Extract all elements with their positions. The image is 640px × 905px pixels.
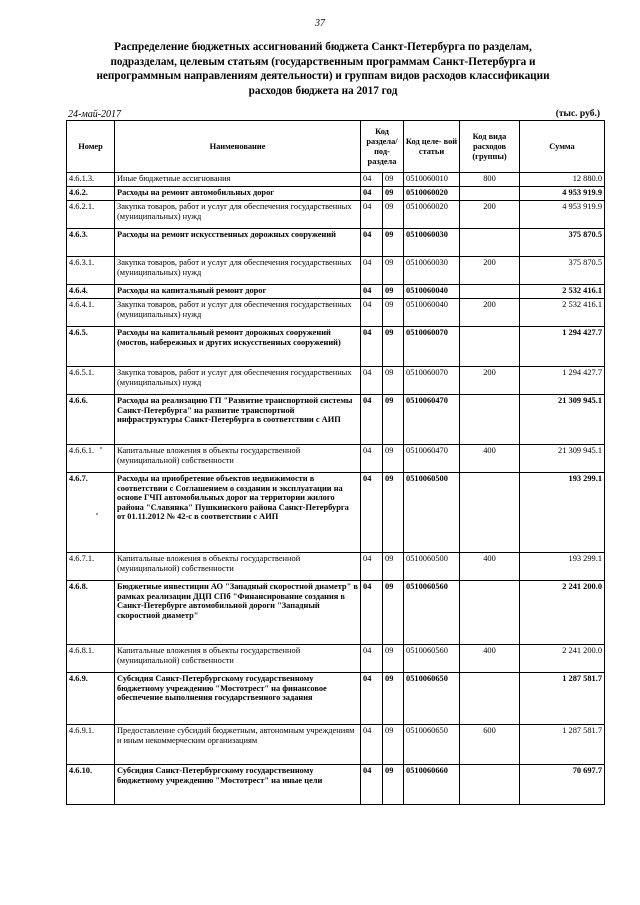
row-statya: 0510060020 (404, 187, 460, 201)
table-row (67, 725, 605, 765)
row-summa: 193 299.1 (520, 553, 605, 581)
row-number: 4.6.9.1. (67, 725, 115, 765)
row-name: Субсидия Санкт-Петербургскому государственному бюджетному учреждению "Мостотрест" на иные цели (115, 765, 361, 805)
table-row (67, 285, 605, 299)
col-header-number: Номер (67, 121, 115, 173)
row-summa: 2 532 416.1 (520, 285, 605, 299)
row-statya: 0510060470 (404, 445, 460, 473)
row-podrazdel: 09 (383, 173, 404, 187)
document-date: 24-май-2017 (68, 109, 122, 120)
row-number: 4.6.6.1. (67, 445, 115, 473)
row-summa: 2 532 416.1 (520, 299, 605, 327)
col-header-statya: Код целе- вой статьи (404, 121, 460, 173)
row-summa: 193 299.1 (520, 473, 605, 553)
row-razdel: 04 (361, 285, 383, 299)
row-razdel: 04 (361, 257, 383, 285)
row-podrazdel: 09 (383, 395, 404, 445)
col-header-summa: Сумма (520, 121, 605, 173)
row-summa: 2 241 200.0 (520, 581, 605, 645)
col-header-name: Наименование (115, 121, 361, 173)
row-number: 4.6.8. (67, 581, 115, 645)
row-summa: 21 309 945.1 (520, 395, 605, 445)
row-name: Закупка товаров, работ и услуг для обеспечения государственных (муниципальных) нужд (115, 201, 361, 229)
row-podrazdel: 09 (383, 257, 404, 285)
scan-speck (100, 447, 102, 449)
row-vid (460, 673, 520, 725)
row-number: 4.6.4.1. (67, 299, 115, 327)
row-summa: 2 241 200.0 (520, 645, 605, 673)
row-vid: 400 (460, 645, 520, 673)
table-row (67, 299, 605, 327)
row-podrazdel: 09 (383, 473, 404, 553)
document-title: Распределение бюджетных ассигнований бюджета Санкт-Петербурга по разделам, подразделам, целевым статьям (государственным программам Санкт-Петербурга и непрограммным направлениям деятельности) и группам видов расходов классификации расходов бюджета на 2017 год (96, 41, 550, 97)
row-razdel: 04 (361, 445, 383, 473)
row-number: 4.6.5.1. (67, 367, 115, 395)
table-row (67, 327, 605, 367)
row-summa: 1 294 427.7 (520, 367, 605, 395)
row-name: Капитальные вложения в объекты государственной (муниципальной) собственности (115, 553, 361, 581)
row-vid (460, 327, 520, 367)
row-number: 4.6.9. (67, 673, 115, 725)
row-number: 4.6.1.3. (67, 173, 115, 187)
row-podrazdel: 09 (383, 201, 404, 229)
row-statya: 0510060070 (404, 367, 460, 395)
row-number: 4.6.6. (67, 395, 115, 445)
table-row (67, 395, 605, 445)
row-podrazdel: 09 (383, 299, 404, 327)
row-statya: 0510060010 (404, 173, 460, 187)
row-vid (460, 187, 520, 201)
row-razdel: 04 (361, 645, 383, 673)
row-statya: 0510060500 (404, 553, 460, 581)
row-statya: 0510060070 (404, 327, 460, 367)
table-row (67, 581, 605, 645)
budget-table (66, 120, 605, 805)
row-podrazdel: 09 (383, 229, 404, 257)
row-vid (460, 473, 520, 553)
row-podrazdel: 09 (383, 553, 404, 581)
table-row (67, 201, 605, 229)
row-razdel: 04 (361, 553, 383, 581)
row-summa: 70 697.7 (520, 765, 605, 805)
row-name: Закупка товаров, работ и услуг для обеспечения государственных (муниципальных) нужд (115, 367, 361, 395)
row-number: 4.6.2. (67, 187, 115, 201)
row-number: 4.6.8.1. (67, 645, 115, 673)
row-vid: 400 (460, 445, 520, 473)
row-vid: 400 (460, 553, 520, 581)
row-number: 4.6.7.1. (67, 553, 115, 581)
row-razdel: 04 (361, 395, 383, 445)
row-summa: 1 294 427.7 (520, 327, 605, 367)
row-razdel: 04 (361, 367, 383, 395)
row-podrazdel: 09 (383, 765, 404, 805)
table-row (67, 257, 605, 285)
row-razdel: 04 (361, 725, 383, 765)
table-row (67, 173, 605, 187)
row-summa: 375 870.5 (520, 229, 605, 257)
row-number: 4.6.4. (67, 285, 115, 299)
row-vid: 200 (460, 257, 520, 285)
table-row (67, 367, 605, 395)
table-row (67, 553, 605, 581)
table-row (67, 445, 605, 473)
row-razdel: 04 (361, 299, 383, 327)
row-name: Бюджетные инвестиции АО "Западный скоростной диаметр" в рамках реализации ДЦП СПб "Финансирование создания в Санкт-Петербурге автомобильной дороги "Западный скоростной диаметр" (115, 581, 361, 645)
row-vid (460, 581, 520, 645)
table-row (67, 765, 605, 805)
row-razdel: 04 (361, 187, 383, 201)
row-podrazdel: 09 (383, 285, 404, 299)
row-statya: 0510060040 (404, 285, 460, 299)
row-statya: 0510060560 (404, 645, 460, 673)
row-summa: 12 880.0 (520, 173, 605, 187)
row-summa: 1 287 581.7 (520, 673, 605, 725)
row-statya: 0510060660 (404, 765, 460, 805)
row-number: 4.6.5. (67, 327, 115, 367)
row-name: Расходы на капитальный ремонт дорог (115, 285, 361, 299)
row-name: Субсидия Санкт-Петербургскому государственному бюджетному учреждению "Мостотрест" на финансовое обеспечение выполнения государственного задания (115, 673, 361, 725)
row-name: Расходы на реализацию ГП "Развитие транспортной системы Санкт-Петербурга" на развитие транспортной инфраструктуры Санкт-Петербурга в соответствии с АИП (115, 395, 361, 445)
row-vid (460, 229, 520, 257)
row-statya: 0510060040 (404, 299, 460, 327)
row-name: Расходы на ремонт искусственных дорожных сооружений (115, 229, 361, 257)
table-row (67, 473, 605, 553)
row-summa: 21 309 945.1 (520, 445, 605, 473)
row-razdel: 04 (361, 173, 383, 187)
row-razdel: 04 (361, 201, 383, 229)
row-number: 4.6.2.1. (67, 201, 115, 229)
row-razdel: 04 (361, 327, 383, 367)
row-podrazdel: 09 (383, 445, 404, 473)
row-statya: 0510060500 (404, 473, 460, 553)
row-vid: 200 (460, 299, 520, 327)
row-statya: 0510060650 (404, 673, 460, 725)
row-summa: 4 953 919.9 (520, 201, 605, 229)
row-podrazdel: 09 (383, 725, 404, 765)
row-vid (460, 395, 520, 445)
row-razdel: 04 (361, 581, 383, 645)
col-header-vid: Код вида расходов (группы) (460, 121, 520, 173)
table-row (67, 645, 605, 673)
row-name: Закупка товаров, работ и услуг для обеспечения государственных (муниципальных) нужд (115, 257, 361, 285)
row-number: 4.6.7. (67, 473, 115, 553)
row-statya: 0510060030 (404, 229, 460, 257)
scan-speck (96, 513, 98, 515)
page-number: 37 (315, 18, 325, 29)
row-name: Капитальные вложения в объекты государственной (муниципальной) собственности (115, 445, 361, 473)
row-statya: 0510060030 (404, 257, 460, 285)
col-header-razdel: Код раздела/ под- раздела (361, 121, 404, 173)
row-podrazdel: 09 (383, 367, 404, 395)
row-number: 4.6.3. (67, 229, 115, 257)
row-statya: 0510060020 (404, 201, 460, 229)
row-vid: 800 (460, 173, 520, 187)
row-podrazdel: 09 (383, 645, 404, 673)
row-number: 4.6.3.1. (67, 257, 115, 285)
row-vid: 200 (460, 367, 520, 395)
row-statya: 0510060560 (404, 581, 460, 645)
row-summa: 4 953 919.9 (520, 187, 605, 201)
row-statya: 0510060650 (404, 725, 460, 765)
table-row (67, 187, 605, 201)
row-vid: 600 (460, 725, 520, 765)
row-razdel: 04 (361, 473, 383, 553)
row-name: Капитальные вложения в объекты государственной (муниципальной) собственности (115, 645, 361, 673)
row-name: Расходы на приобретение объектов недвижимости в соответствии с Соглашением о создании и эксплуатации на основе ГЧП автомобильных дорог на территории жилого района "Славянка" Пушкинского района Санкт-Петербурга от 01.11.2012 № 42-с в соответствии с АИП (115, 473, 361, 553)
row-vid (460, 285, 520, 299)
row-number: 4.6.10. (67, 765, 115, 805)
row-razdel: 04 (361, 765, 383, 805)
row-name: Иные бюджетные ассигнования (115, 173, 361, 187)
row-name: Расходы на капитальный ремонт дорожных сооружений (мостов, набережных и других искусственных сооружений) (115, 327, 361, 367)
row-name: Закупка товаров, работ и услуг для обеспечения государственных (муниципальных) нужд (115, 299, 361, 327)
row-statya: 0510060470 (404, 395, 460, 445)
row-summa: 375 870.5 (520, 257, 605, 285)
row-podrazdel: 09 (383, 673, 404, 725)
row-razdel: 04 (361, 673, 383, 725)
row-summa: 1 287 581.7 (520, 725, 605, 765)
row-podrazdel: 09 (383, 327, 404, 367)
row-podrazdel: 09 (383, 581, 404, 645)
table-row (67, 229, 605, 257)
table-header-row (67, 121, 605, 173)
row-name: Расходы на ремонт автомобильных дорог (115, 187, 361, 201)
table-row (67, 673, 605, 725)
row-podrazdel: 09 (383, 187, 404, 201)
row-name: Предоставление субсидий бюджетным, автономным учреждениям и иным некоммерческим организациям (115, 725, 361, 765)
units-label: (тыс. руб.) (555, 109, 600, 119)
table-body (67, 173, 605, 805)
row-razdel: 04 (361, 229, 383, 257)
row-vid: 200 (460, 201, 520, 229)
row-vid (460, 765, 520, 805)
